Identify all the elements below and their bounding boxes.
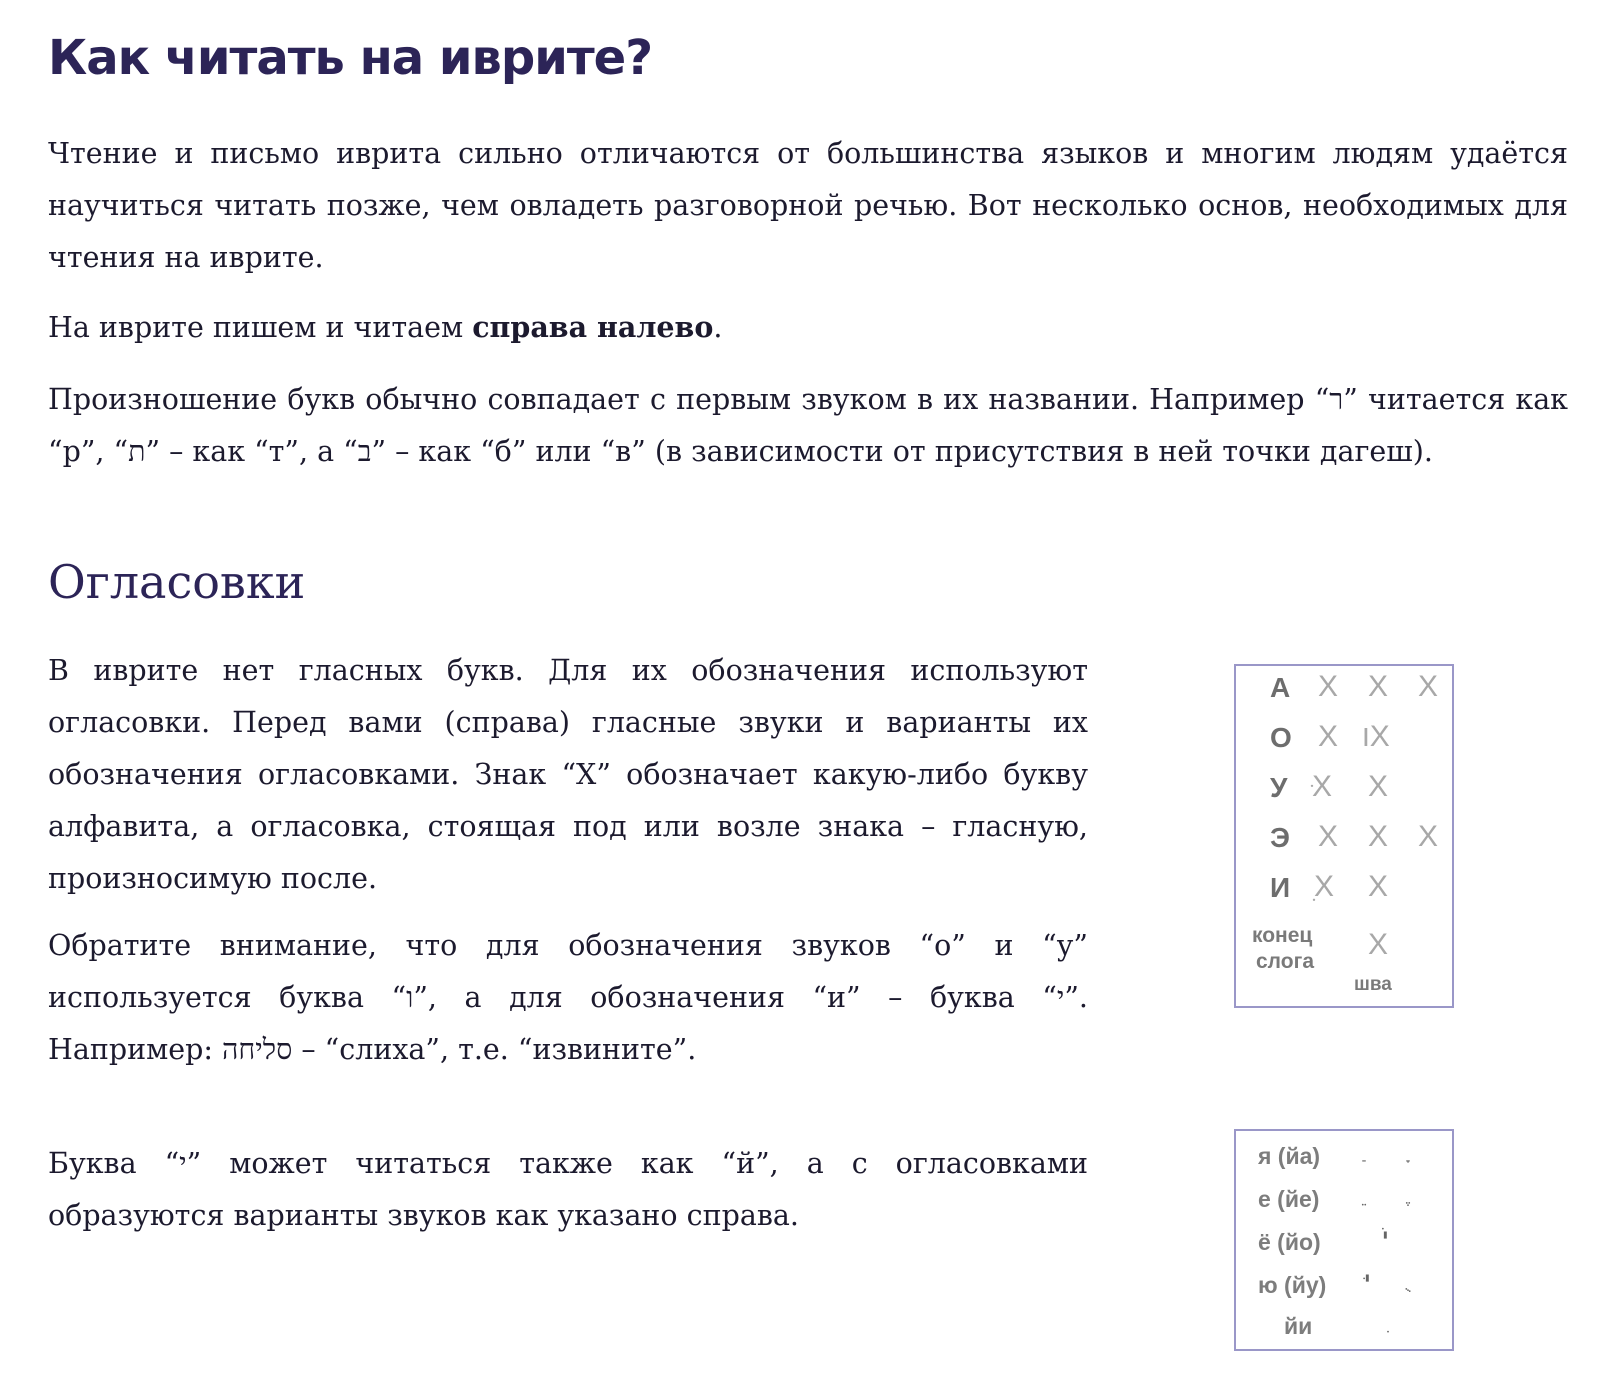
shva-mark: X bbox=[1368, 928, 1389, 961]
vowel-row bbox=[1236, 816, 1452, 866]
vowels-paragraph-1: В иврите нет гласных букв. Для их обозначения используют огласовки. Перед вами (справа) гласные звуки и варианты их обозначения огласовками. Знак “Х” обозначает какую-либо букву алфавита, а огласовка, стоящая под или возле знака – гласную, произносимую после. bbox=[48, 654, 1088, 895]
vowel-label: Э bbox=[1270, 822, 1290, 853]
yod-mark: יֹ bbox=[1382, 1225, 1389, 1250]
vowel-row bbox=[1236, 666, 1452, 716]
yod-mark: יּ bbox=[1364, 1268, 1371, 1293]
pronunciation-paragraph: Произношение букв обычно совпадает с первым звуком в их названии. Например “ר” читается как “р”, “ת” – как “т”, а “ב” – как “б” или “в” (в зависимости от присутствия в ней точки дагеш). bbox=[48, 383, 1568, 468]
vowel-mark: X bbox=[1418, 820, 1439, 853]
vowel-mark: ּ‎X bbox=[1312, 770, 1333, 803]
section-title: Огласовки bbox=[48, 555, 306, 609]
end-of-syllable-label-1: конец bbox=[1252, 924, 1313, 947]
vowel-label: И bbox=[1270, 872, 1291, 903]
vowel-mark: X bbox=[1368, 870, 1389, 903]
vowels-paragraph-3: Буква “י” может читаться также как “й”, а с огласовками образуются варианты звуков как указано справа. bbox=[48, 1147, 1088, 1232]
direction-bold: справа налево bbox=[472, 310, 714, 344]
yod-row bbox=[1236, 1221, 1452, 1264]
yod-label: йи bbox=[1284, 1313, 1313, 1339]
yod-row bbox=[1236, 1264, 1452, 1307]
yod-label: я (йа) bbox=[1258, 1143, 1321, 1169]
vowel-mark: X bbox=[1368, 820, 1389, 853]
intro-paragraph: Чтение и письмо иврита сильно отличаются от большинства языков и многим людям удаётся научиться читать позже, чем овладеть разговорной речью. Вот несколько основ, необходимых для чтения на иврите. bbox=[48, 137, 1568, 274]
end-of-syllable-label-2: слога bbox=[1256, 950, 1314, 973]
direction-end: . bbox=[713, 311, 723, 344]
vowel-mark: ִX bbox=[1314, 870, 1335, 903]
vowel-label: О bbox=[1270, 722, 1292, 753]
direction-paragraph bbox=[48, 301, 1568, 354]
yod-row bbox=[1236, 1307, 1452, 1347]
vowel-mark: X bbox=[1318, 820, 1339, 853]
vowel-row bbox=[1236, 866, 1452, 916]
yod-label: е (йе) bbox=[1258, 1186, 1320, 1212]
yod-table bbox=[1234, 1129, 1454, 1351]
direction-text: На иврите пишем и читаем bbox=[48, 311, 473, 344]
yod-row bbox=[1236, 1178, 1452, 1221]
vowel-mark: X bbox=[1318, 670, 1339, 703]
vowel-row bbox=[1236, 766, 1452, 816]
vowel-label: А bbox=[1270, 672, 1291, 703]
vowel-mark: X bbox=[1368, 670, 1389, 703]
yod-label: ю (йу) bbox=[1258, 1272, 1327, 1298]
vowel-label: У bbox=[1270, 772, 1288, 803]
yod-row bbox=[1236, 1135, 1452, 1178]
vowel-mark: ו‎X bbox=[1362, 720, 1390, 753]
vowel-mark: X bbox=[1418, 670, 1439, 703]
vowel-table bbox=[1234, 664, 1454, 1008]
yod-label: ё (йо) bbox=[1258, 1229, 1321, 1255]
shva-label: шва bbox=[1354, 974, 1392, 995]
vowel-mark: X bbox=[1368, 770, 1389, 803]
vowels-paragraph-2: Обратите внимание, что для обозначения звуков “о” и “у” используется буква “ו”, а для обозначения “и” – буква “י”. Например: סליחה – “слиха”, т.е. “извините”. bbox=[48, 929, 1088, 1066]
page-title: Как читать на иврите? bbox=[48, 30, 653, 86]
vowel-row bbox=[1236, 716, 1452, 766]
vowel-mark: X bbox=[1318, 720, 1339, 753]
